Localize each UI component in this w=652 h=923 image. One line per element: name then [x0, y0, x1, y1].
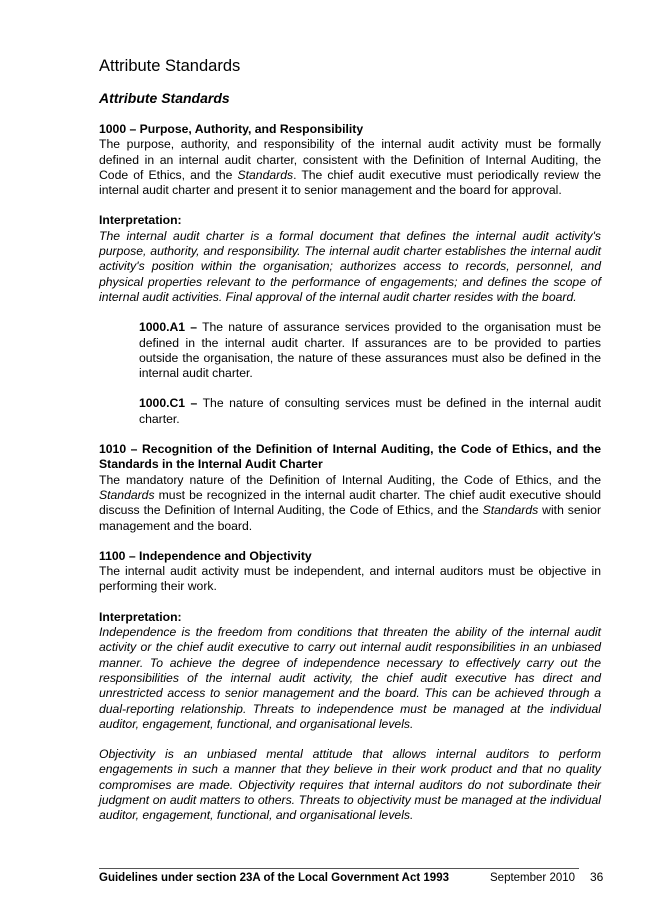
standard-1000-a1: 1000.A1 – The nature of assurance services provided to the organisation must be defined in the internal audit charter. If assurances are to be provided to parties outside the organisation, the nature of these assurances must also be defined in the internal audit charter. [139, 320, 602, 381]
interpretation-independence: Independence is the freedom from conditions that threaten the ability of the internal audit activity or the chief audit executive to carry out internal audit responsibilities in an unbiased manner. To achieve the degree of independence necessary to effectively carry out the responsibilities of the internal audit activity, the chief audit executive has direct and unrestricted access to senior management and the board. This can be achieved through a dual-reporting relationship. Threats to independence must be managed at the individual auditor, engagement, functional, and organisational levels. [99, 625, 601, 731]
section-heading: Attribute Standards [99, 90, 230, 106]
interpretation-objectivity: Objectivity is an unbiased mental attitude that allows internal auditors to perform engagements in such a manner that they believe in their work product and that no quality compromises are made. Objectivity requires that internal auditors do not subordinate their judgment on audit matters to others. Threats to objectivity must be managed at the individual auditor, engagement, functional, and organisational levels. [99, 747, 601, 823]
standard-1000-c1: 1000.C1 – The nature of consulting services must be defined in the internal audit charter. [139, 396, 601, 426]
interpretation-label: Interpretation: [99, 213, 182, 228]
document-body [99, 122, 601, 824]
footer-title: Guidelines under section 23A of the Local Government Act 1993 [99, 872, 449, 884]
standard-1000-text: The purpose, authority, and responsibility of the internal audit activity must be formally defined in an internal audit charter, consistent with the Definition of Internal Auditing, the Code of Ethics, and the Standards. The chief audit executive must periodically review the internal audit charter and present it to senior management and the board for approval. [99, 137, 602, 198]
standard-1010-text: The mandatory nature of the Definition of Internal Auditing, the Code of Ethics, and the Standards must be recognized in the internal audit charter. The chief audit executive should discuss the Definition of Internal Auditing, the Code of Ethics, and the Standards with senior management and the board. [99, 472, 602, 533]
interpretation-label: Interpretation: [99, 609, 182, 624]
standard-1100-text: The internal audit activity must be independent, and internal auditors must be objective in performing their work. [99, 564, 601, 594]
standard-1000-heading: 1000 – Purpose, Authority, and Responsibility [99, 122, 364, 136]
footer-date: September 2010 [490, 872, 576, 884]
standard-1010-heading: 1010 – Recognition of the Definition of Internal Auditing, the Code of Ethics, and the Standards in the Internal Audit Charter [99, 442, 601, 472]
footer-divider [99, 868, 579, 869]
standard-1100-heading: 1100 – Independence and Objectivity [99, 548, 312, 563]
interpretation-text: The internal audit charter is a formal document that defines the internal audit activity's purpose, authority, and responsibility. The internal audit charter establishes the internal audit activity's position within the organisation; authorizes access to records, personnel, and physical properties relevant to the performance of engagements; and defines the scope of internal audit activities. Final approval of the internal audit charter resides with the board. [99, 228, 601, 304]
page-title: Attribute Standards [99, 57, 241, 75]
page-number: 36 [590, 870, 604, 884]
